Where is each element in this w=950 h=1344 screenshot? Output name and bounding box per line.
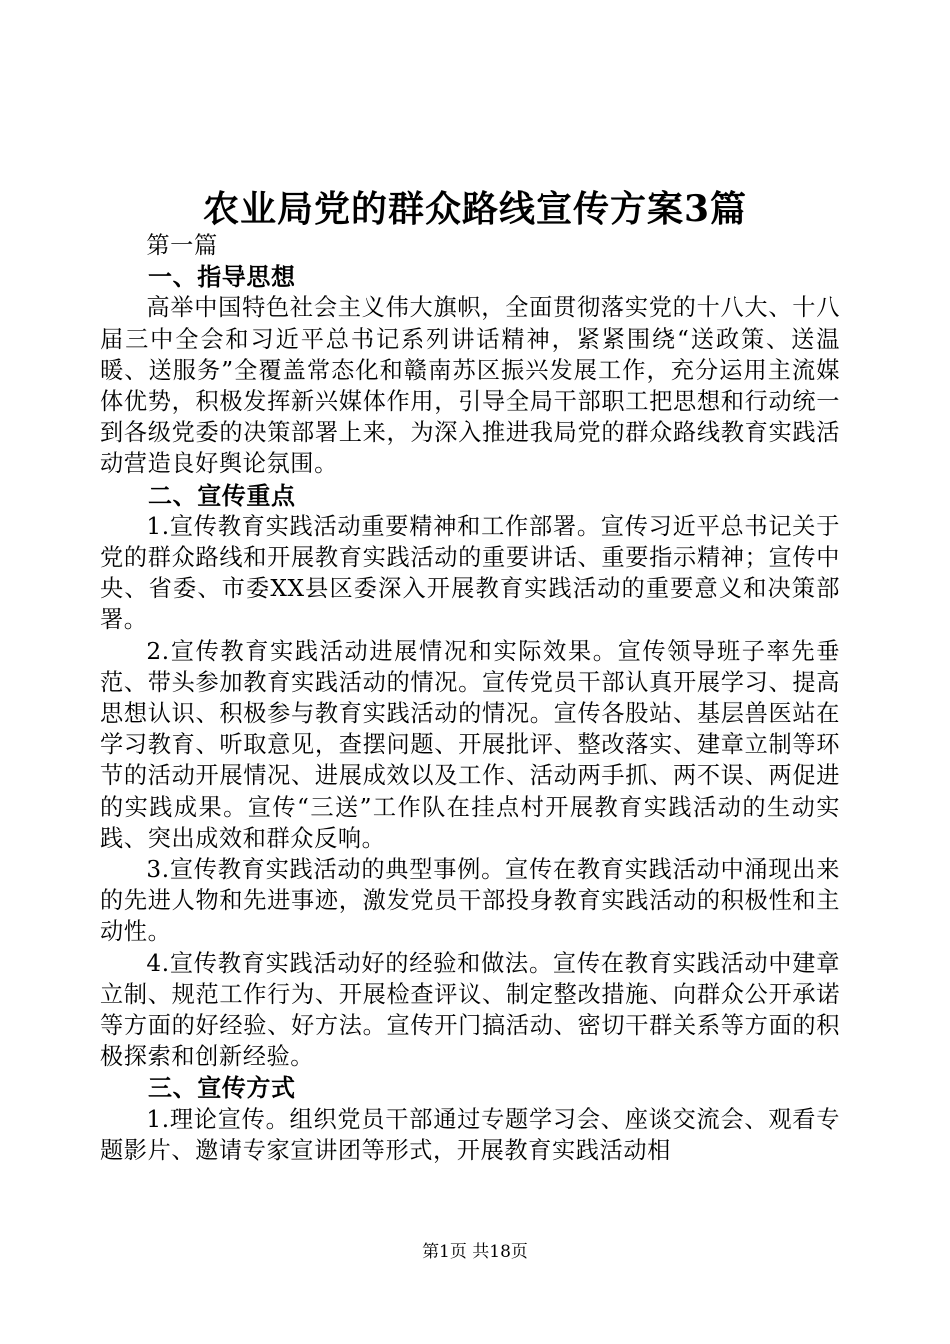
paragraph: 1.理论宣传。组织党员干部通过专题学习会、座谈交流会、观看专题影片、邀请专家宣讲团等形式，开展教育实践活动相 (100, 1105, 840, 1164)
paragraph: 2.宣传教育实践活动进展情况和实际效果。宣传领导班子率先垂范、带头参加教育实践活动的情况。宣传党员干部认真开展学习、提高思想认识、积极参与教育实践活动的情况。宣传各股站、基层兽医站在学习教育、听取意见，查摆问题、开展批评、整改落实、建章立制等环节的活动开展情况、进展成效以及工作、活动两手抓、两不误、两促进的实践成果。宣传“三送”工作队在挂点村开展教育实践活动的生动实践、突出成效和群众反响。 (100, 637, 840, 852)
section-heading: 一、指导思想 (148, 262, 296, 292)
section-label: 第一篇 (146, 232, 218, 259)
paragraph: 1.宣传教育实践活动重要精神和工作部署。宣传习近平总书记关于党的群众路线和开展教育实践活动的重要讲话、重要指示精神；宣传中央、省委、市委XX县区委深入开展教育实践活动的重要意义和决策部署。 (100, 512, 840, 634)
paragraph: 高举中国特色社会主义伟大旗帜，全面贯彻落实党的十八大、十八届三中全会和习近平总书记系列讲话精神，紧紧围绕“送政策、送温暖、送服务”全覆盖常态化和赣南苏区振兴发展工作，充分运用主流媒体优势，积极发挥新兴媒体作用，引导全局干部职工把思想和行动统一到各级党委的决策部署上来，为深入推进我局党的群众路线教育实践活动营造良好舆论氛围。 (100, 294, 840, 478)
section-heading: 二、宣传重点 (148, 480, 296, 510)
paragraph: 4.宣传教育实践活动好的经验和做法。宣传在教育实践活动中建章立制、规范工作行为、开展检查评议、制定整改措施、向群众公开承诺等方面的好经验、好方法。宣传开门搞活动、密切干群关系等方面的积极探索和创新经验。 (100, 949, 840, 1071)
paragraph: 3.宣传教育实践活动的典型事例。宣传在教育实践活动中涌现出来的先进人物和先进事迹，激发党员干部投身教育实践活动的积极性和主动性。 (100, 856, 840, 946)
section-heading: 三、宣传方式 (148, 1073, 296, 1103)
page-footer: 第1页 共18页 (422, 1242, 528, 1262)
document-title: 农业局党的群众路线宣传方案3篇 (202, 188, 748, 230)
document-body (100, 230, 840, 1166)
